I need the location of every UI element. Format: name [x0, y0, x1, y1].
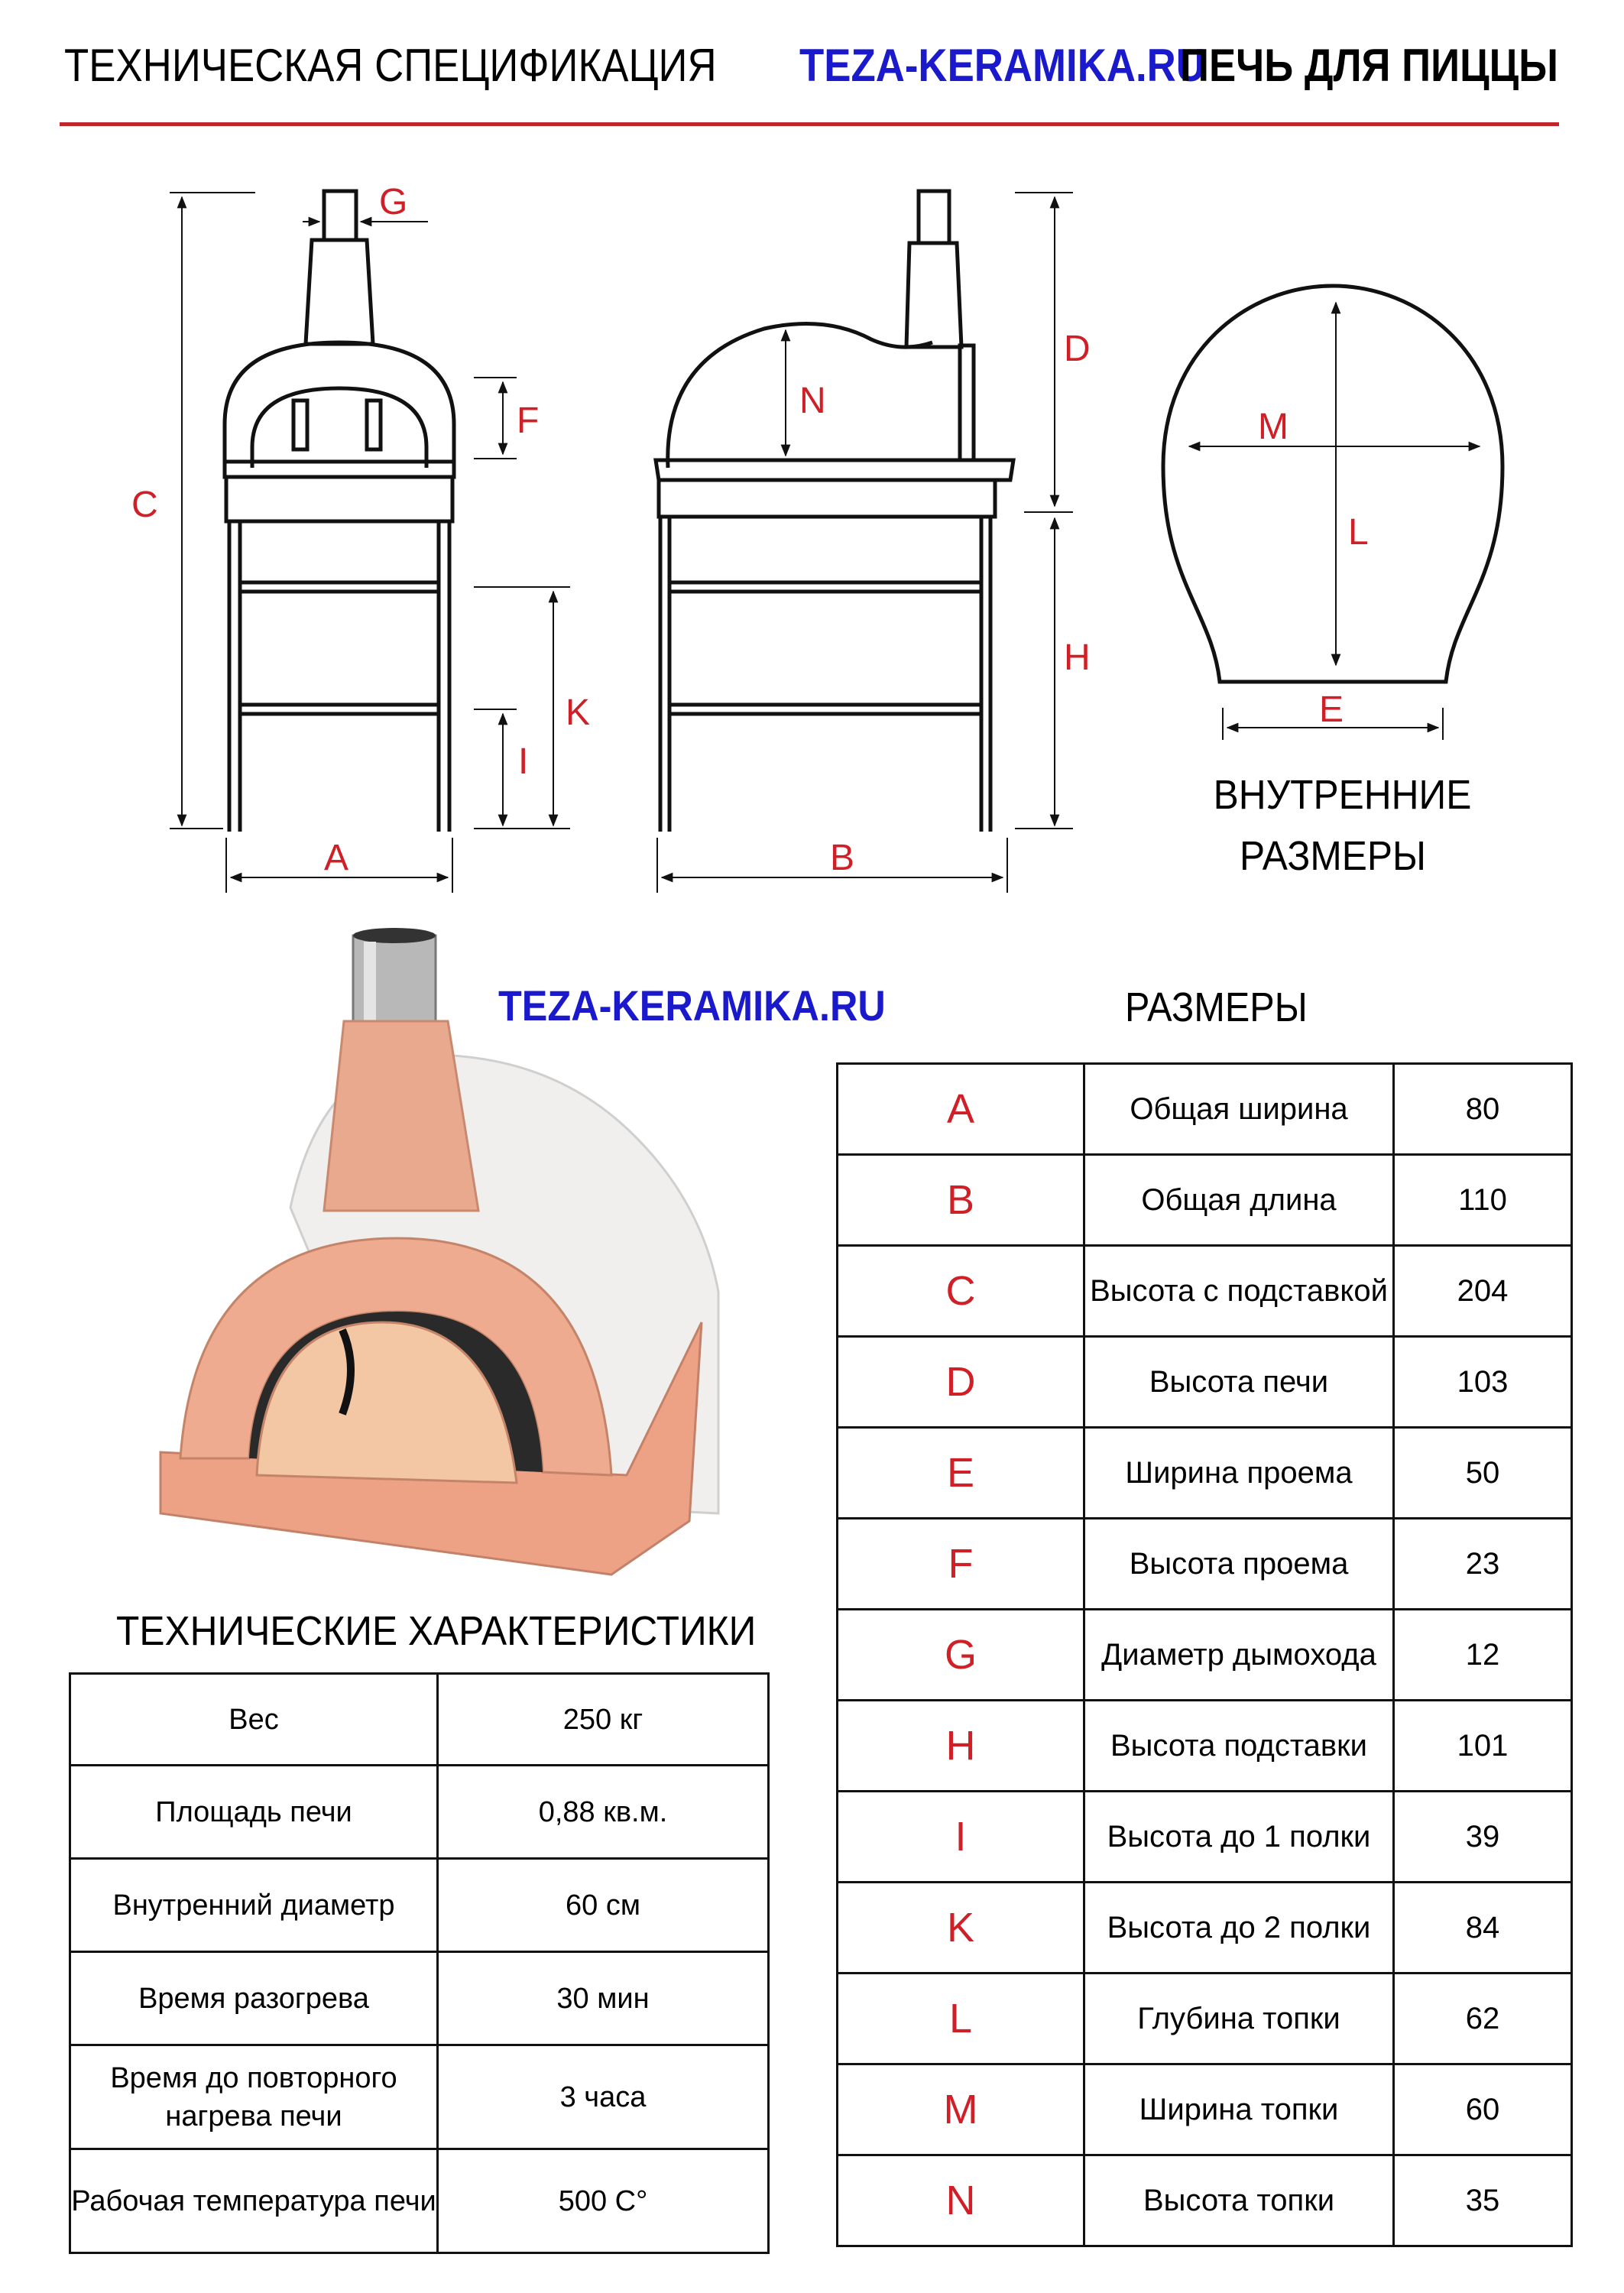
dimensions-title: РАЗМЕРЫ — [1125, 984, 1308, 1030]
front-dimension-labels — [131, 182, 590, 878]
dimension-value: 23 — [1394, 1519, 1572, 1610]
photo-site-link[interactable]: TEZA-KERAMIKA.RU — [498, 981, 886, 1030]
dimension-name: Высота до 1 полки — [1084, 1792, 1394, 1883]
dimension-row — [838, 1519, 1572, 1610]
dimension-row — [838, 2064, 1572, 2155]
dimension-letter: A — [838, 1064, 1084, 1155]
dim-label-b: B — [830, 838, 855, 878]
spec-value: 250 кг — [438, 1674, 769, 1766]
spec-label: Внутренний диаметр — [70, 1859, 438, 1952]
dim-label-f: F — [517, 401, 540, 441]
product-title: ПЕЧЬ ДЛЯ ПИЦЦЫ — [1180, 40, 1558, 91]
dimension-letter: M — [838, 2064, 1084, 2155]
side-dimension-labels — [799, 329, 1091, 878]
dimension-value: 204 — [1394, 1246, 1572, 1337]
dimension-row — [838, 1155, 1572, 1246]
dimension-row — [838, 1246, 1572, 1337]
spec-value: 0,88 кв.м. — [438, 1766, 769, 1859]
spec-value: 3 часа — [438, 2045, 769, 2149]
spec-row — [70, 1859, 769, 1952]
spec-row — [70, 2149, 769, 2253]
dim-label-n: N — [799, 381, 826, 421]
dim-label-h: H — [1064, 637, 1091, 678]
spec-label: Вес — [70, 1674, 438, 1766]
dimension-name: Общая ширина — [1084, 1064, 1394, 1155]
side-view-drawing — [656, 191, 1013, 832]
dimension-row — [838, 1610, 1572, 1701]
dimension-value: 62 — [1394, 1974, 1572, 2064]
specs-table — [69, 1672, 770, 2254]
spec-label: Время разогрева — [70, 1952, 438, 2045]
dim-label-e: E — [1319, 689, 1344, 730]
dimension-name: Глубина топки — [1084, 1974, 1394, 2064]
dimension-row — [838, 1337, 1572, 1428]
spec-title: ТЕХНИЧЕСКАЯ СПЕЦИФИКАЦИЯ — [64, 40, 717, 91]
dimension-value: 110 — [1394, 1155, 1572, 1246]
dimension-row — [838, 1883, 1572, 1974]
inner-dimensions-title — [1213, 764, 1472, 887]
dimension-letter: C — [838, 1246, 1084, 1337]
dim-label-m: M — [1258, 407, 1289, 447]
spec-row — [70, 1674, 769, 1766]
dimension-row — [838, 1974, 1572, 2064]
dimension-name: Высота до 2 полки — [1084, 1883, 1394, 1974]
spec-row — [70, 1766, 769, 1859]
dimension-name: Общая длина — [1084, 1155, 1394, 1246]
dim-label-a: A — [324, 838, 349, 878]
specs-title: ТЕХНИЧЕСКИЕ ХАРАКТЕРИСТИКИ — [116, 1608, 757, 1654]
dimensions-table — [836, 1062, 1573, 2247]
dimension-value: 50 — [1394, 1428, 1572, 1519]
dimension-letter: F — [838, 1519, 1084, 1610]
dimension-name: Высота проема — [1084, 1519, 1394, 1610]
dimension-row — [838, 1428, 1572, 1519]
dimension-value: 101 — [1394, 1701, 1572, 1792]
dimension-value: 12 — [1394, 1610, 1572, 1701]
dimension-name: Ширина проема — [1084, 1428, 1394, 1519]
dim-label-i: I — [518, 741, 529, 782]
dimension-name: Высота с подставкой — [1084, 1246, 1394, 1337]
inner-title-line1: ВНУТРЕННИЕ — [1213, 772, 1472, 818]
dimension-letter: E — [838, 1428, 1084, 1519]
dimension-row — [838, 1701, 1572, 1792]
front-view-drawing — [225, 191, 454, 832]
spec-value: 30 мин — [438, 1952, 769, 2045]
dim-label-g: G — [379, 182, 408, 222]
spec-label: Время до повторного нагрева печи — [70, 2045, 438, 2149]
dimension-row — [838, 2155, 1572, 2246]
dimension-letter: N — [838, 2155, 1084, 2246]
dimension-name: Ширина топки — [1084, 2064, 1394, 2155]
dimension-letter: H — [838, 1701, 1084, 1792]
dimension-value: 60 — [1394, 2064, 1572, 2155]
inner-title-line2: РАЗМЕРЫ — [1239, 833, 1427, 879]
inner-dimensions-drawing — [1163, 286, 1502, 740]
spec-label: Рабочая температура печи — [70, 2149, 438, 2253]
spec-row — [70, 1952, 769, 2045]
dim-label-c: C — [131, 485, 158, 525]
dimension-letter: D — [838, 1337, 1084, 1428]
dimension-value: 103 — [1394, 1337, 1572, 1428]
dimension-name: Диаметр дымохода — [1084, 1610, 1394, 1701]
dimension-letter: B — [838, 1155, 1084, 1246]
dimension-value: 39 — [1394, 1792, 1572, 1883]
dimension-value: 84 — [1394, 1883, 1572, 1974]
spec-value: 60 см — [438, 1859, 769, 1952]
dimension-letter: I — [838, 1792, 1084, 1883]
dimension-row — [838, 1064, 1572, 1155]
dimension-name: Высота подставки — [1084, 1701, 1394, 1792]
spec-value: 500 C° — [438, 2149, 769, 2253]
dim-label-l: L — [1348, 512, 1369, 553]
dimension-value: 35 — [1394, 2155, 1572, 2246]
dim-label-k: K — [566, 692, 591, 733]
dimension-letter: G — [838, 1610, 1084, 1701]
dimension-row — [838, 1792, 1572, 1883]
dimension-letter: K — [838, 1883, 1084, 1974]
spec-label: Площадь печи — [70, 1766, 438, 1859]
dim-label-d: D — [1064, 329, 1091, 369]
dimension-letter: L — [838, 1974, 1084, 2064]
dimension-value: 80 — [1394, 1064, 1572, 1155]
dimension-name: Высота печи — [1084, 1337, 1394, 1428]
dimension-name: Высота топки — [1084, 2155, 1394, 2246]
spec-row — [70, 2045, 769, 2149]
site-link[interactable]: TEZA-KERAMIKA.RU — [799, 40, 1205, 91]
